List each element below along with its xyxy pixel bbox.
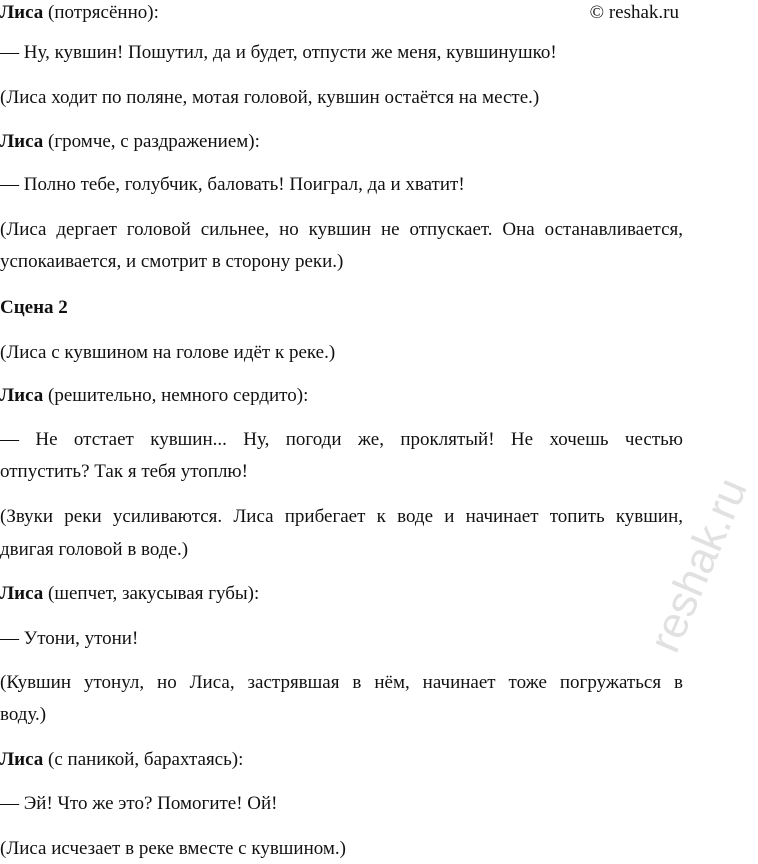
dialogue-line: — Полно тебе, голубчик, баловать! Поиграл, да и хватит! [0,174,465,195]
stage-direction: (с паникой, барахтаясь): [43,749,244,770]
stage-direction: (потрясённо): [43,2,159,23]
dialogue-line: — Не отстает кувшин... Ну, погоди же, проклятый! Не хочешь честью [0,429,683,450]
speaker-line [0,583,683,605]
stage-direction-line: воду.) [0,704,47,725]
dialogue-line: отпустить? Так я тебя утоплю! [0,461,248,482]
speaker-name: Лиса [0,2,44,23]
stage-direction-line: (Лиса дергает головой сильнее, но кувшин не отпускает. Она останавливается, [0,219,683,240]
speaker-name: Лиса [0,131,44,152]
speaker-line [0,2,683,24]
scene-title: Сцена 2 [0,297,68,318]
scene-heading [0,297,683,319]
stage-direction-line: (Лиса с кувшином на голове идёт к реке.) [0,342,336,363]
stage-direction: (шепчет, закусывая губы): [43,583,260,604]
dialogue-line: — Ну, кувшин! Пошутил, да и будет, отпусти же меня, кувшинушко! [0,42,557,63]
stage-direction-line: успокаивается, и смотрит в сторону реки.) [0,251,344,272]
stage-direction: (решительно, немного сердито): [43,385,309,406]
speaker-line [0,749,683,771]
stage-direction-line: (Кувшин утонул, но Лиса, застрявшая в нём, начинает тоже погружаться в [0,672,683,693]
stage-direction-line: (Лиса исчезает в реке вместе с кувшином.) [0,838,347,859]
speaker-name: Лиса [0,385,44,406]
speaker-name: Лиса [0,749,44,770]
stage-direction: (громче, с раздражением): [43,131,260,152]
speaker-line [0,385,683,407]
speaker-name: Лиса [0,583,44,604]
speaker-line [0,131,683,153]
stage-direction-line: двигая головой в воде.) [0,539,189,560]
stage-direction-line: (Лиса ходит по поляне, мотая головой, кувшин остаётся на месте.) [0,87,540,108]
stage-direction-line: (Звуки реки усиливаются. Лиса прибегает к воде и начинает топить кувшин, [0,506,683,527]
dialogue-line: — Эй! Что же это? Помогите! Ой! [0,793,278,814]
watermark-overlay: reshak.ru [640,471,757,660]
dialogue-line: — Утони, утони! [0,628,139,649]
watermark-brand: © reshak.ru [589,2,679,23]
